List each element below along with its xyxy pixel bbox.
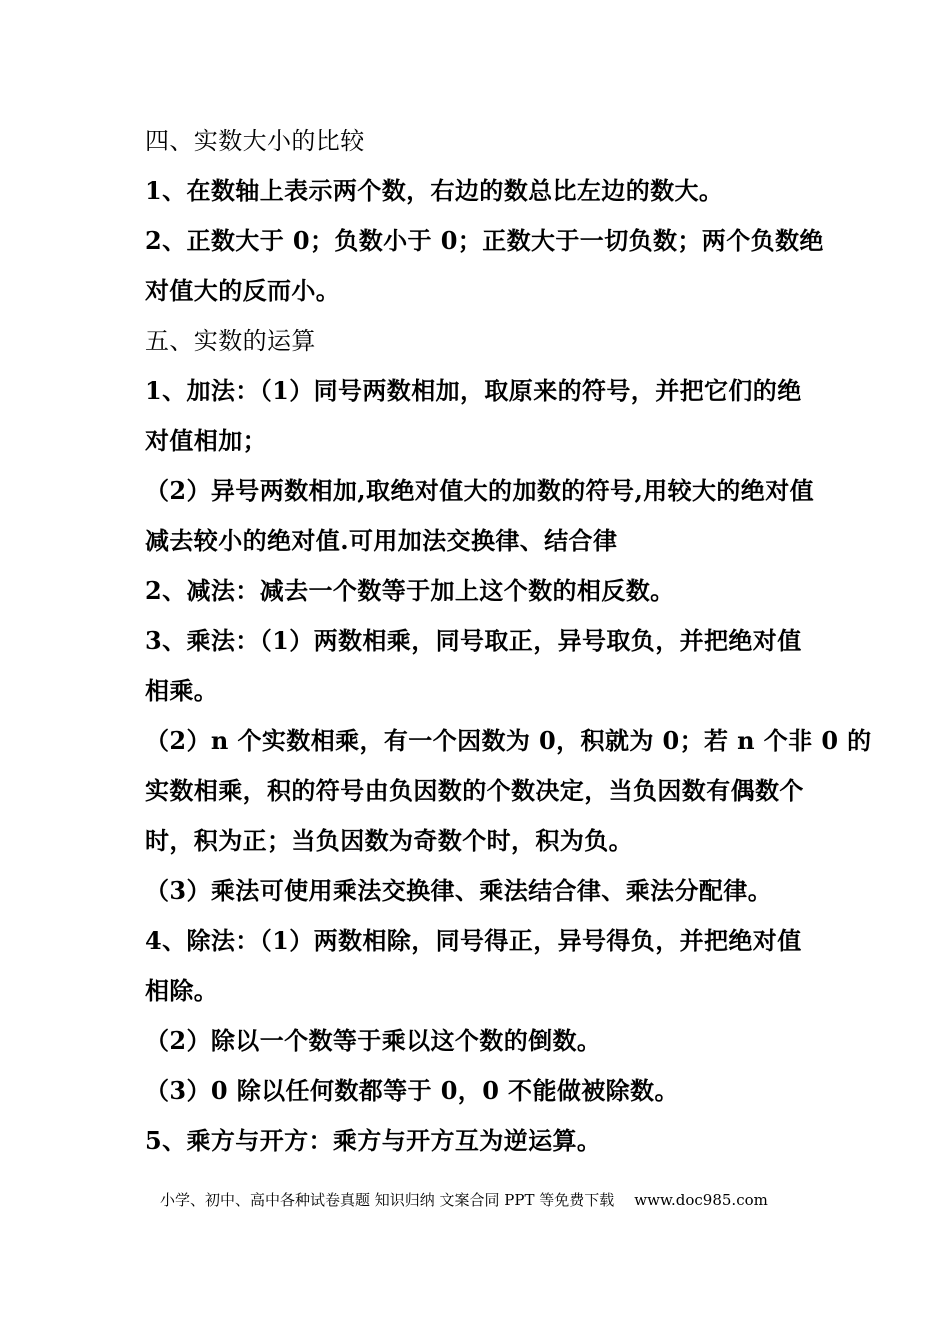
footer-text: 小学、初中、高中各种试卷真题 知识归纳 文案合同 PPT 等免费下载 xyxy=(160,1191,615,1209)
section-heading-operations: 五、实数的运算 xyxy=(145,327,316,355)
footer-url: www.doc985.com xyxy=(634,1191,768,1209)
paragraph-line: （2）n 个实数相乘，有一个因数为 0，积就为 0；若 n 个非 0 的 xyxy=(145,726,872,755)
paragraph-line: 5、乘方与开方：乘方与开方互为逆运算。 xyxy=(145,1126,602,1155)
document-body xyxy=(145,116,872,1166)
paragraph-line: （3）乘法可使用乘法交换律、乘法结合律、乘法分配律。 xyxy=(145,876,773,905)
paragraph-line: （3）0 除以任何数都等于 0，0 不能做被除数。 xyxy=(145,1076,679,1105)
paragraph-line: 相乘。 xyxy=(145,676,219,705)
paragraph-line: 相除。 xyxy=(145,976,219,1005)
paragraph-line: 1、在数轴上表示两个数，右边的数总比左边的数大。 xyxy=(145,176,724,205)
paragraph-line: 4、除法：（1）两数相除，同号得正，异号得负，并把绝对值 xyxy=(145,926,802,955)
paragraph-line: （2）异号两数相加,取绝对值大的加数的符号,用较大的绝对值 xyxy=(145,476,815,505)
paragraph-line: 减去较小的绝对值.可用加法交换律、结合律 xyxy=(145,526,618,555)
paragraph-line: 3、乘法：（1）两数相乘，同号取正，异号取负，并把绝对值 xyxy=(145,626,802,655)
section-heading-comparison: 四、实数大小的比较 xyxy=(145,127,365,155)
paragraph-line: 2、减法：减去一个数等于加上这个数的相反数。 xyxy=(145,576,675,605)
paragraph-line: 对值相加； xyxy=(145,426,267,455)
paragraph-line: （2）除以一个数等于乘以这个数的倒数。 xyxy=(145,1026,602,1055)
page-footer xyxy=(160,1189,860,1211)
paragraph-line: 对值大的反而小。 xyxy=(145,276,341,305)
paragraph-line: 实数相乘，积的符号由负因数的个数决定，当负因数有偶数个 xyxy=(145,776,804,805)
paragraph-line: 1、加法：（1）同号两数相加，取原来的符号，并把它们的绝 xyxy=(145,376,802,405)
paragraph-line: 2、正数大于 0；负数小于 0；正数大于一切负数；两个负数绝 xyxy=(145,226,824,255)
paragraph-line: 时，积为正；当负因数为奇数个时，积为负。 xyxy=(145,826,633,855)
